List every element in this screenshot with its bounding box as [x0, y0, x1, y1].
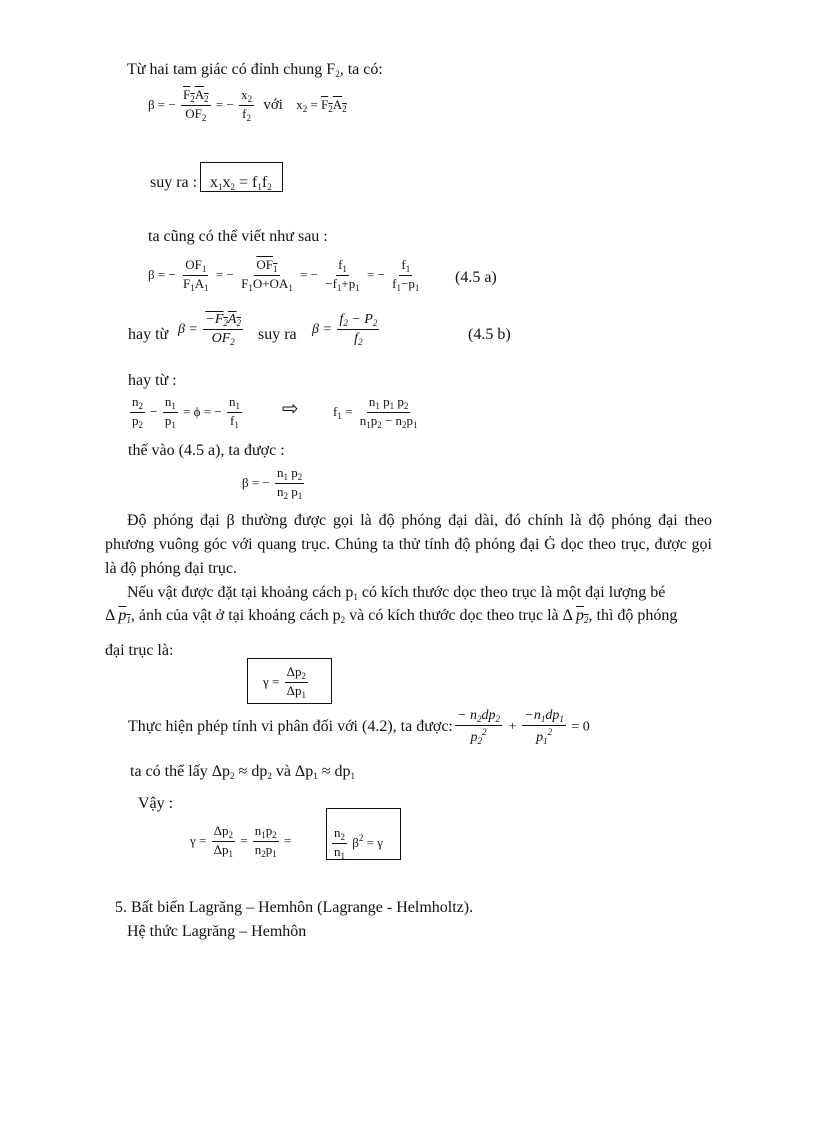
- equation-beta-2: β = − $\frac{n_1 p_2}{n_2 p_1}$: [242, 465, 303, 502]
- section-5-subheading: Hệ thức Lagrăng – Hemhôn: [127, 923, 307, 940]
- paragraph-1: Độ phóng đại β thường được gọi là độ phóng đại dài, đó chính là độ phóng đại theo phương vuông góc với quang trục. Chúng ta thử tính độ phóng đại Ġ dọc theo trục, được gọi là độ phóng đại trục.: [105, 512, 712, 577]
- ta-co-line: ta có thể lấy Δp2 ≈ dp2 và Δp1 ≈ dp1: [130, 763, 355, 781]
- intro-line: Từ hai tam giác có đỉnh chung F2, ta có:: [127, 61, 383, 79]
- equation-final: γ = $\frac{\Delta p_2}{\Delta p_1}$ = $\frac{n_1p_2}{n_2p_1}$ =: [190, 823, 292, 860]
- thuc-hien-line: Thực hiện phép tính vi phân đối với (4.2), ta được:: [128, 718, 453, 735]
- viet-line: ta cũng có thể viết như sau :: [148, 228, 328, 245]
- equation-f1: $f_1$ = $\frac{n_1 p_1 p_2}{n_1p_2 - n_2p_1}$: [333, 394, 418, 431]
- equation-differential: $\frac{- n_2dp_2}{p_2^2}$ + $\frac{-n_1dp_1}{p_1^2}$ = 0: [457, 708, 590, 747]
- implies-arrow-icon: ⇨: [282, 396, 299, 420]
- dai-truc-line: đại trục là:: [105, 642, 174, 659]
- suy-ra-label: suy ra :: [150, 174, 198, 191]
- the-vao-line: thế vào (4.5 a), ta được :: [128, 442, 285, 459]
- suy-ra-label-2: suy ra: [258, 326, 297, 343]
- equation-gamma: γ = $\frac{\Delta p_2}{\Delta p_1}$: [263, 664, 306, 701]
- equation-final-boxed: $\frac{n_2}{n_1}$ $\beta^2 = \gamma$: [334, 825, 383, 862]
- eq-label-45a: (4.5 a): [455, 269, 497, 286]
- hay-tu-label: hay từ: [128, 326, 169, 343]
- eq-label-45b: (4.5 b): [468, 326, 511, 343]
- equation-45b-left: β = $\frac{-F_2A_2}{OF_2}$: [178, 312, 241, 348]
- equation-45a: β = − $\frac{OF_1}{F_1A_1}$ = − $\frac{OF_1}{F_1O+OA_1}$ = − $\frac{f_1}{-f_1+p_1}$ = − $\frac{f_1}{f_1-p_1}$: [148, 257, 420, 294]
- vay-label: Vậy :: [138, 795, 174, 812]
- paragraph-2-line-1: Nếu vật được đặt tại khoảng cách p1 có kích thước dọc theo trục là một đại lượng bé: [127, 584, 666, 602]
- equation-45b-right: β = $\frac{f_2 - P_2}{f_2}$: [312, 312, 378, 348]
- equation-beta-1: β = − $\frac{F_2A_2}{OF_2}$ = − $\frac{x_2}{f_2}$ với $x_2 = F_2A_2$: [148, 87, 347, 124]
- section-5-heading: 5. Bất biến Lagrăng – Hemhôn (Lagrange - Helmholtz).: [115, 899, 474, 916]
- hay-tu-2: hay từ :: [128, 372, 177, 389]
- paragraph-2-line-2: Δ $p_1$, ảnh của vật ở tại khoảng cách p2 và có kích thước dọc theo trục là Δ $p_2$, thì độ phóng: [105, 607, 678, 625]
- equation-phi: $\frac{n_2}{p_2}$ − $\frac{n_1}{p_1}$ = ϕ = − $\frac{n_1}{f_1}$: [132, 394, 240, 431]
- boxed-equation: x1x2 = f1f2: [210, 174, 272, 192]
